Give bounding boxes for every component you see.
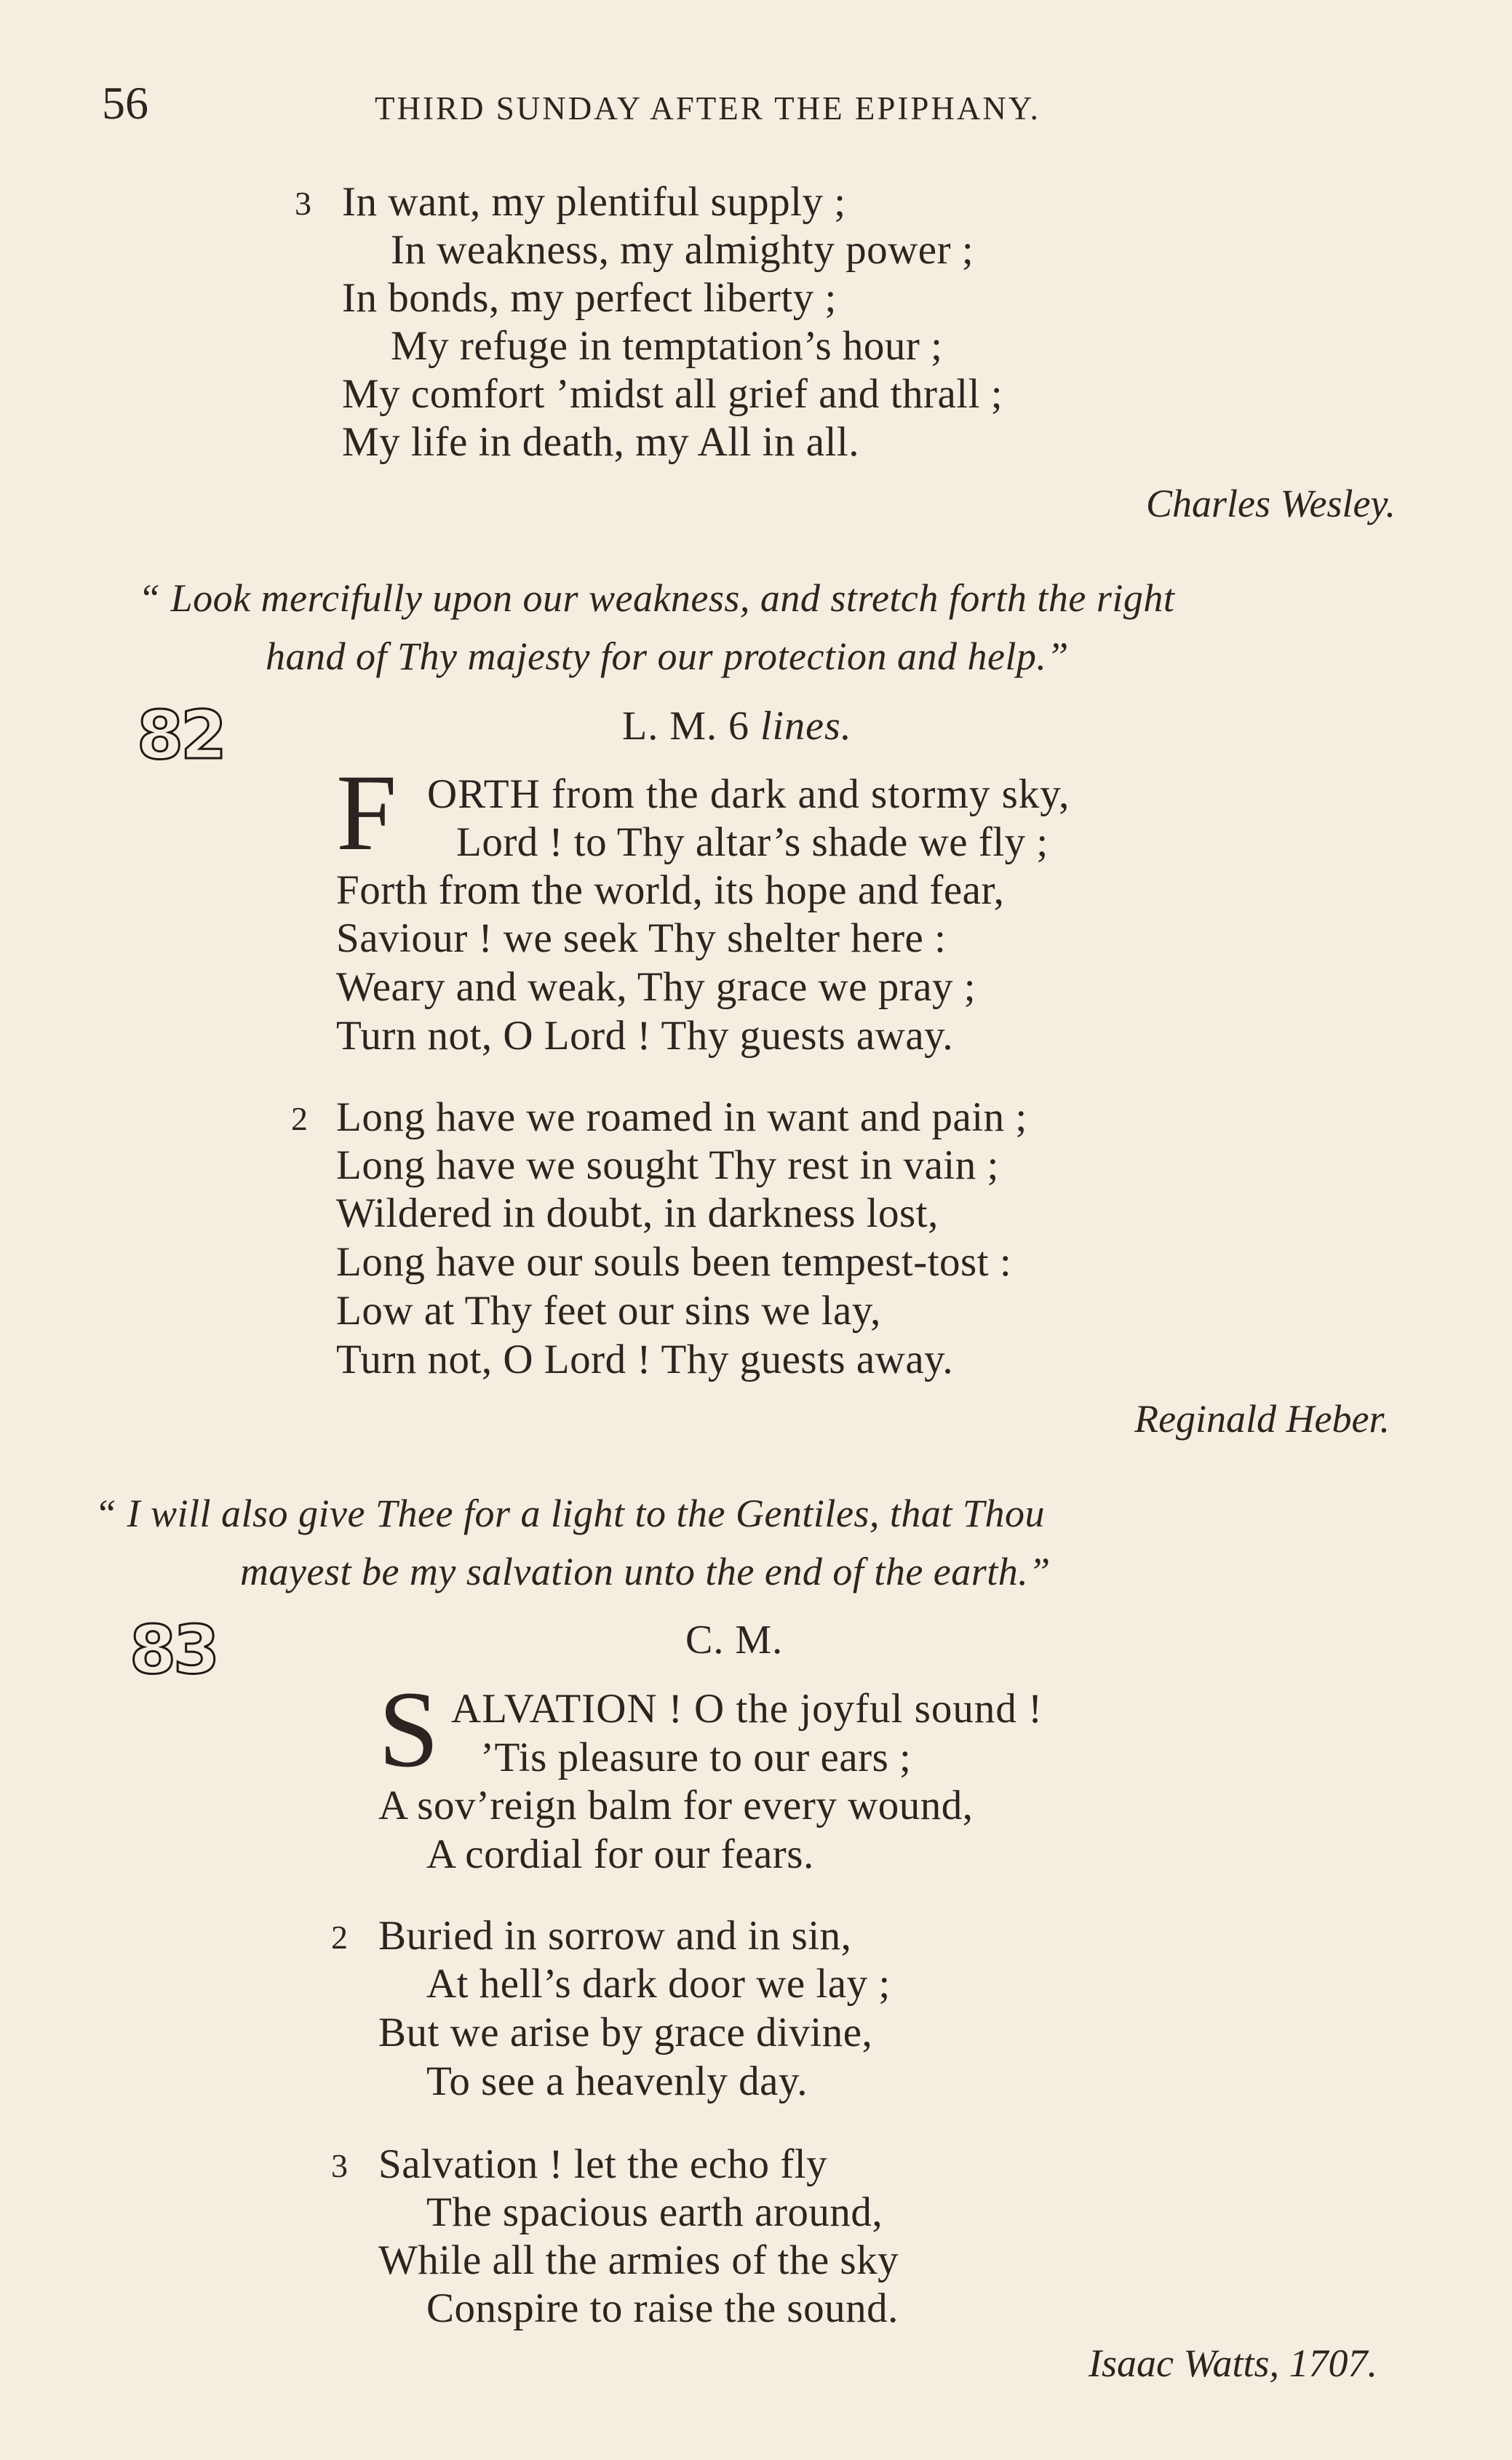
verse-line: Long have we sought Thy rest in vain ;	[336, 1142, 999, 1188]
verse-line: Lord ! to Thy altar’s shade we fly ;	[456, 819, 1049, 865]
verse-line: My comfort ’midst all grief and thrall ;	[342, 371, 1003, 417]
verse-line: Low at Thy feet our sins we lay,	[336, 1288, 881, 1334]
collect-quote-line: “ Look mercifully upon our weakness, and stretch forth the right	[138, 576, 1175, 620]
drop-cap: F	[336, 752, 397, 873]
author-attribution: Reginald Heber.	[1134, 1397, 1390, 1441]
verse-line: To see a heavenly day.	[426, 2058, 808, 2104]
verse-number: 2	[331, 1919, 348, 1956]
verse-line: Salvation ! let the echo fly	[378, 2141, 828, 2187]
verse-line: The spacious earth around,	[426, 2189, 883, 2235]
meter-suffix: lines.	[760, 704, 852, 749]
verse-line: My life in death, my All in all.	[342, 419, 859, 465]
collect-quote-line: hand of Thy majesty for our protection and help.”	[266, 634, 1069, 678]
collect-quote-line: mayest be my salvation unto the end of the earth.”	[240, 1550, 1051, 1593]
verse-line: Turn not, O Lord ! Thy guests away.	[336, 1013, 954, 1059]
drop-cap: S	[378, 1669, 439, 1790]
verse-number: 3	[295, 185, 311, 222]
verse-line: Buried in sorrow and in sin,	[378, 1913, 852, 1959]
meter-label: L. M. 6	[622, 704, 749, 749]
running-head: THIRD SUNDAY AFTER THE EPIPHANY.	[375, 90, 1041, 127]
verse-line: A cordial for our fears.	[426, 1831, 814, 1877]
page-number: 56	[102, 77, 148, 129]
hymn-number: 82	[137, 696, 225, 774]
verse-line: But we arise by grace divine,	[378, 2010, 873, 2055]
verse-line: Forth from the world, its hope and fear,	[336, 867, 1005, 913]
hymn-number: 83	[130, 1611, 218, 1689]
verse-line: At hell’s dark door we lay ;	[426, 1961, 891, 2007]
collect-quote-line: “ I will also give Thee for a light to the Gentiles, that Thou	[95, 1492, 1045, 1535]
author-attribution: Charles Wesley.	[1146, 482, 1396, 525]
verse-line: ’Tis pleasure to our ears ;	[480, 1735, 912, 1780]
verse-line: Wildered in doubt, in darkness lost,	[336, 1190, 939, 1236]
verse-line: In bonds, my perfect liberty ;	[342, 275, 837, 321]
verse-line: ORTH from the dark and stormy sky,	[427, 771, 1070, 817]
hymn-meter	[622, 704, 852, 748]
hymn-meter: C. M.	[685, 1617, 784, 1663]
author-attribution: Isaac Watts, 1707.	[1088, 2341, 1377, 2385]
verse-number: 3	[331, 2147, 348, 2184]
verse-line: Conspire to raise the sound.	[426, 2285, 899, 2331]
verse-number: 2	[291, 1100, 308, 1137]
verse-line: ALVATION ! O the joyful sound !	[451, 1686, 1043, 1732]
verse-line: In weakness, my almighty power ;	[391, 227, 974, 273]
verse-line: Turn not, O Lord ! Thy guests away.	[336, 1337, 954, 1382]
verse-line: My refuge in temptation’s hour ;	[391, 323, 943, 369]
verse-line: Saviour ! we seek Thy shelter here :	[336, 915, 947, 961]
verse-line: While all the armies of the sky	[378, 2237, 899, 2283]
verse-line: Weary and weak, Thy grace we pray ;	[336, 964, 976, 1010]
verse-line: Long have we roamed in want and pain ;	[336, 1094, 1027, 1140]
verse-line: In want, my plentiful supply ;	[342, 179, 846, 225]
verse-line: A sov’reign balm for every wound,	[378, 1783, 974, 1828]
verse-line: Long have our souls been tempest-tost :	[336, 1239, 1012, 1285]
